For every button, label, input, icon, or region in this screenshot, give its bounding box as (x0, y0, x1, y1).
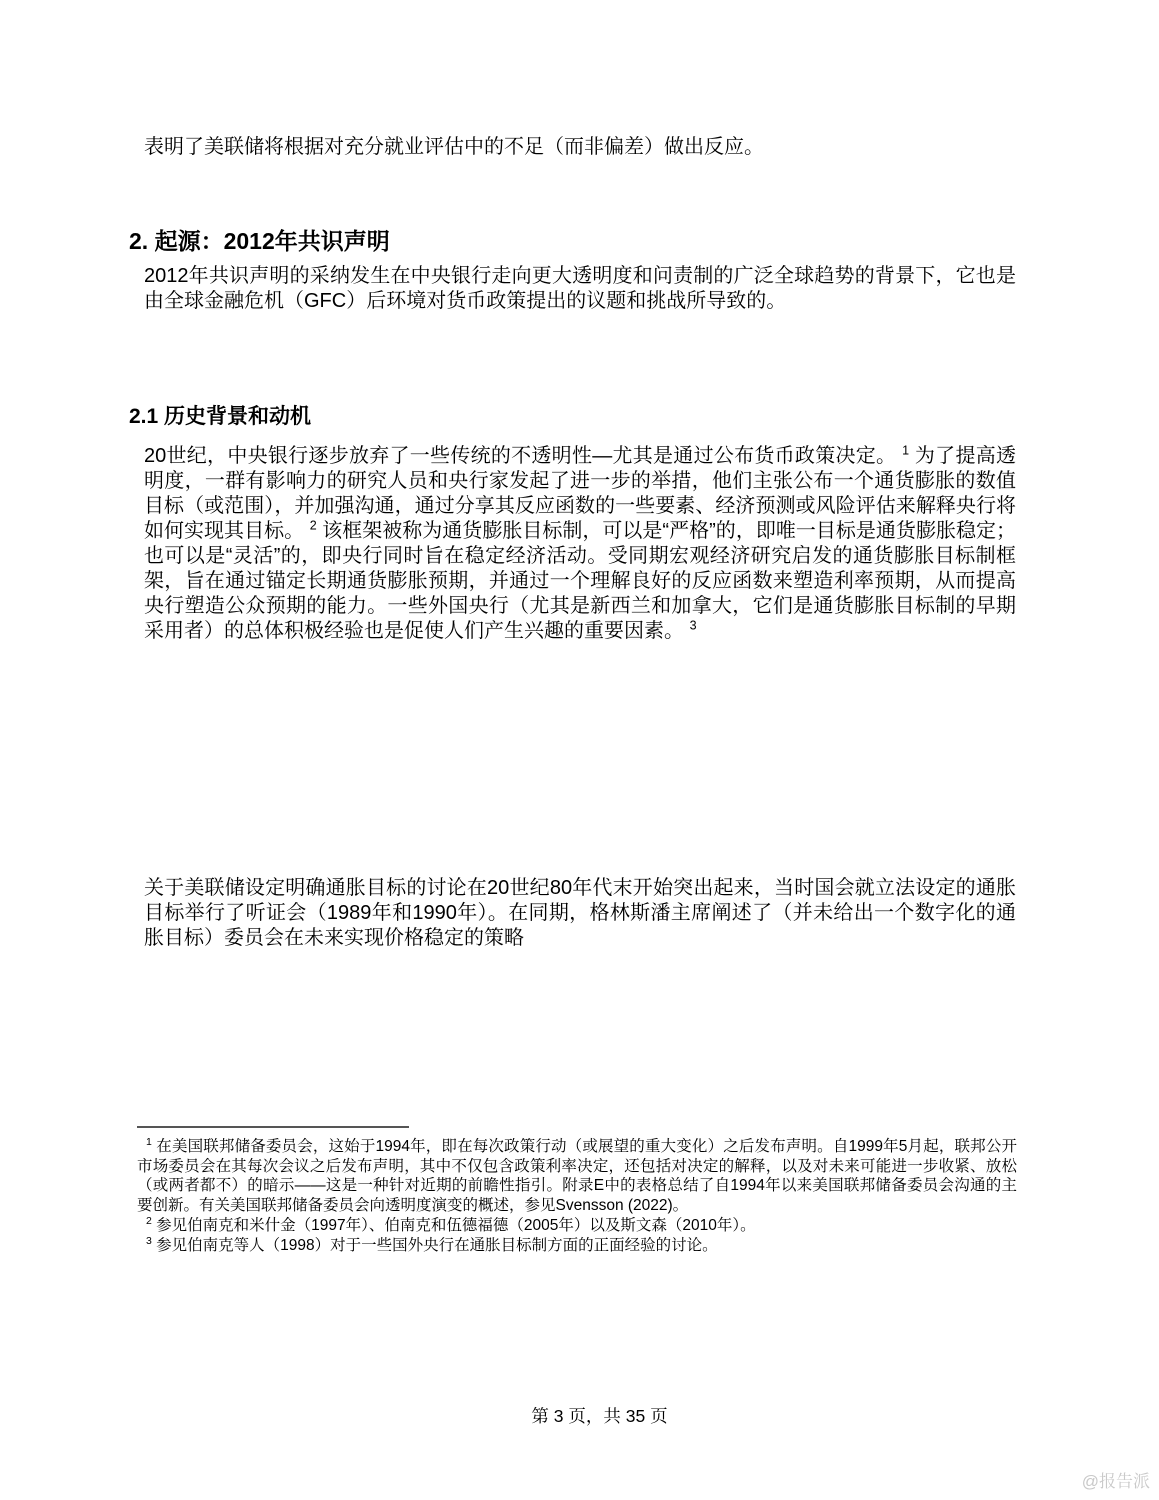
watermark: @报告派 (1081, 1472, 1150, 1491)
section-2-heading: 2. 起源：2012年共识声明 (129, 228, 390, 254)
footnote-2-text: 参见伯南克和米什金（1997年）、伯南克和伍德福德（2005年）以及斯文森（2010年）。 (151, 1216, 756, 1234)
paragraph-segment: 20世纪，中央银行逐步放弃了一些传统的不透明性—尤其是通过公布货币政策决定。 (144, 445, 903, 467)
footnote-3 (137, 1236, 1017, 1256)
footnotes-block (137, 1137, 1017, 1255)
footnote-2 (137, 1216, 1017, 1236)
section-2-1-heading: 2.1 历史背景和动机 (129, 405, 312, 428)
paragraph-segment: 为了提高透明度，一群有影响力的研究人员和央行家发起了进一步的举措，他们主张公布一个通货膨胀的数值目标（或范围），并加强沟通，通过分享其反应函数的一些要素、经济预测或风险评估来解释央行将如何实现其目标。 (144, 445, 1016, 542)
footnote-3-text: 参见伯南克等人（1998）对于一些国外央行在通胀目标制方面的正面经验的讨论。 (151, 1236, 718, 1254)
footnote-1-text: 在美国联邦储备委员会，这始于1994年，即在每次政策行动（或展望的重大变化）之后发布声明。自1999年5月起，联邦公开市场委员会在其每次会议之后发布声明，其中不仅包含政策利率决定，还包括对决定的解释，以及对未来可能进一步收紧、放松（或两者都不）的暗示——这是一种针对近期的前瞻性指引。附录E中的表格总结了自1994年以来美国联邦储备委员会沟通的主要创新。有关美国联邦储备委员会向透明度演变的概述，参见Svensson (2022)。 (137, 1138, 1017, 1215)
inflation-target-discussion-paragraph: 关于美联储设定明确通胀目标的讨论在20世纪80年代末开始突出起来，当时国会就立法设定的通胀目标举行了听证会（1989年和1990年）。在同期，格林斯潘主席阐述了（并未给出一个数字化的通胀目标）委员会在未来实现价格稳定的策略 (144, 877, 1016, 949)
footnote-ref-2: 2 (309, 518, 317, 533)
footnote-1-marker: 1 (146, 1135, 152, 1148)
footnote-separator-rule (137, 1126, 409, 1128)
section-2-paragraph: 2012年共识声明的采纳发生在中央银行走向更大透明度和问责制的广泛全球趋势的背景下，它也是由全球金融危机（GFC）后环境对货币政策提出的议题和挑战所导致的。 (144, 265, 1016, 312)
footnote-3-marker: 3 (146, 1234, 152, 1247)
footnote-2-marker: 2 (146, 1214, 152, 1227)
footnote-ref-3: 3 (689, 618, 697, 633)
footnote-ref-1: 1 (902, 443, 910, 458)
page-number-footer: 第 3 页，共 35 页 (531, 1406, 668, 1426)
paragraph-segment: 该框架被称为通货膨胀目标制，可以是“严格”的，即唯一目标是通货膨胀稳定；也可以是“灵活”的，即央行同时旨在稳定经济活动。受同期宏观经济研究启发的通货膨胀目标制框架，旨在通过锚定长期通货膨胀预期，并通过一个理解良好的反应函数来塑造利率预期，从而提高央行塑造公众预期的能力。一些外国央行（尤其是新西兰和加拿大，它们是通货膨胀目标制的早期采用者）的总体积极经验也是促使人们产生兴趣的重要因素。 (144, 520, 1016, 642)
intro-continuation-line: 表明了美联储将根据对充分就业评估中的不足（而非偏差）做出反应。 (144, 136, 764, 158)
history-motivation-paragraph (144, 444, 1016, 644)
footnote-1 (137, 1137, 1017, 1216)
